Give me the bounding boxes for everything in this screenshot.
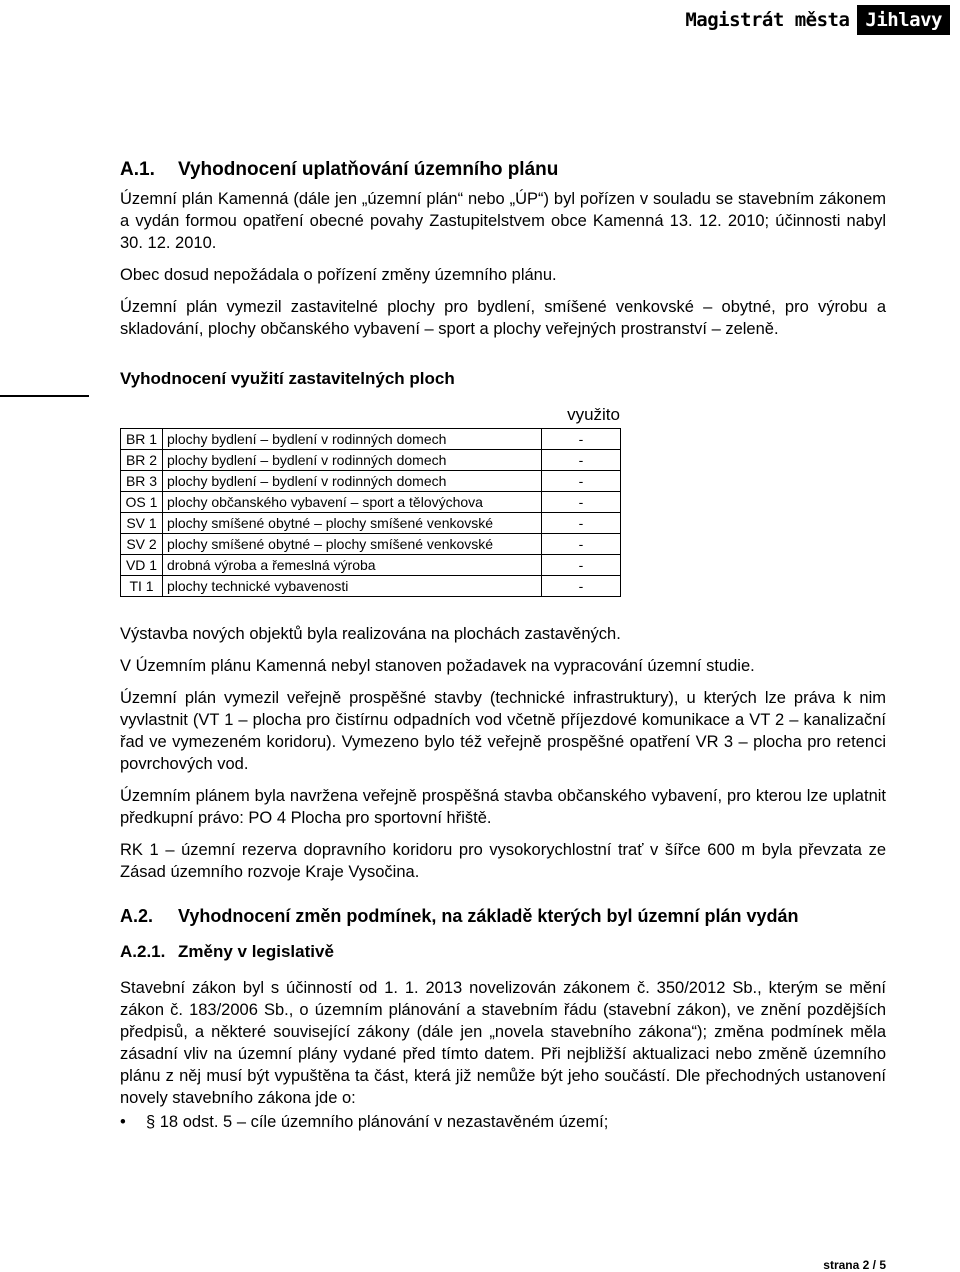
table-cell-value: - [542,429,621,450]
subsection-number: A.2.1. [120,942,166,961]
paragraph: Územní plán Kamenná (dále jen „územní plán“ nebo „ÚP“) byl pořízen v souladu se stavebním zákonem a vydán formou opatření obecné povahy Zastupitelstvem obce Kamenná 13. 12. 2010; účinnosti nabyl 30. 12. 2010. [120,190,886,252]
paragraph: Stavební zákon byl s účinností od 1. 1. 2013 novelizován zákonem č. 350/2012 Sb., kterým se mění zákon č. 183/2006 Sb., o územním plánování a stavebním řádu (stavební zákon), ve znění pozdějších předpisů, a některé související zákony (dále jen „novela stavebního zákona“); změna podmínek měla zásadní vliv na územní plány vydané před tímto datem. Při nejbližší aktualizaci nebo změně územního plánu z něj musí být vypuštěna ta část, která již nemůže být jeho součástí. Dle přechodných ustanovení novely stavebního zákona jde o: [120,979,886,1107]
subsection-title: Změny v legislativě [178,942,334,961]
subsection-heading-a21 [120,941,886,963]
table-cell-value: - [542,492,621,513]
table-cell-code: VD 1 [121,555,163,576]
bullet-text: § 18 odst. 5 – cíle územního plánování v nezastavěném území; [146,1113,609,1131]
section-number: A.1. [120,159,155,180]
table-cell-value: - [542,450,621,471]
bullet-item [120,1111,886,1133]
table-cell-desc: plochy smíšené obytné – plochy smíšené venkovské [163,534,542,555]
table-row [121,429,621,450]
paragraph: Územní plán vymezil zastavitelné plochy pro bydlení, smíšené venkovské – obytné, pro výrobu a skladování, plochy občanského vybavení – sport a plochy veřejných prostranství – zeleně. [120,298,886,338]
header-brand [685,5,950,35]
table-cell-code: BR 3 [121,471,163,492]
table-row [121,534,621,555]
table-cell-desc: plochy občanského vybavení – sport a tělovýchova [163,492,542,513]
column-header-used: využito [567,405,620,424]
table-row [121,492,621,513]
table-cell-value: - [542,555,621,576]
table-cell-code: SV 1 [121,513,163,534]
table-cell-desc: plochy bydlení – bydlení v rodinných domech [163,450,542,471]
paragraph: V Územním plánu Kamenná nebyl stanoven požadavek na vypracování územní studie. [120,657,755,675]
table-cell-code: SV 2 [121,534,163,555]
section-heading-a2 [120,905,886,927]
section-title: Vyhodnocení uplatňování územního plánu [178,159,559,180]
brand-text: Magistrát města [685,9,850,31]
subheading: Vyhodnocení využití zastavitelných ploch [120,369,455,388]
table-cell-desc: plochy smíšené obytné – plochy smíšené venkovské [163,513,542,534]
document-body [120,158,886,1133]
section-number: A.2. [120,906,154,926]
paragraph: Výstavba nových objektů byla realizována na plochách zastavěných. [120,625,621,643]
section-title: Vyhodnocení změn podmínek, na základě kterých byl územní plán vydán [178,906,799,926]
table-row [121,450,621,471]
paragraph: RK 1 – územní rezerva dopravního koridoru pro vysokorychlostní trať v šířce 600 m byla převzata ze Zásad územního rozvoje Kraje Vysočina. [120,841,886,881]
table-row [121,555,621,576]
margin-rule [0,395,89,397]
table-cell-value: - [542,576,621,597]
page-number: strana 2 / 5 [823,1258,886,1272]
plots-table-wrapper [120,404,623,597]
table-row [121,471,621,492]
table-cell-code: BR 1 [121,429,163,450]
table-row [121,513,621,534]
bullet-icon: • [120,1113,126,1131]
brand-highlight: Jihlavy [857,5,950,35]
paragraph: Obec dosud nepožádala o pořízení změny územního plánu. [120,266,557,284]
table-cell-code: BR 2 [121,450,163,471]
table-cell-code: OS 1 [121,492,163,513]
table-cell-code: TI 1 [121,576,163,597]
paragraph: Územním plánem byla navržena veřejně prospěšná stavba občanského vybavení, pro kterou lze uplatnit předkupní právo: PO 4 Plocha pro sportovní hřiště. [120,787,886,827]
table-cell-desc: plochy bydlení – bydlení v rodinných domech [163,429,542,450]
table-cell-value: - [542,534,621,555]
table-cell-desc: plochy bydlení – bydlení v rodinných domech [163,471,542,492]
plots-table [120,428,621,597]
table-row [121,576,621,597]
table-cell-desc: drobná výroba a řemeslná výroba [163,555,542,576]
paragraph: Územní plán vymezil veřejně prospěšné stavby (technické infrastruktury), u kterých lze práva k nim vyvlastnit (VT 1 – plocha pro čistírnu odpadních vod včetně příjezdové komunikace a VT 2 – kanalizační řad ve vymezeném koridoru). Vymezeno bylo též veřejně prospěšné opatření VR 3 – plocha pro retenci povrchových vod. [120,689,886,773]
table-cell-value: - [542,513,621,534]
table-cell-value: - [542,471,621,492]
section-heading-a1 [120,158,886,182]
table-cell-desc: plochy technické vybavenosti [163,576,542,597]
